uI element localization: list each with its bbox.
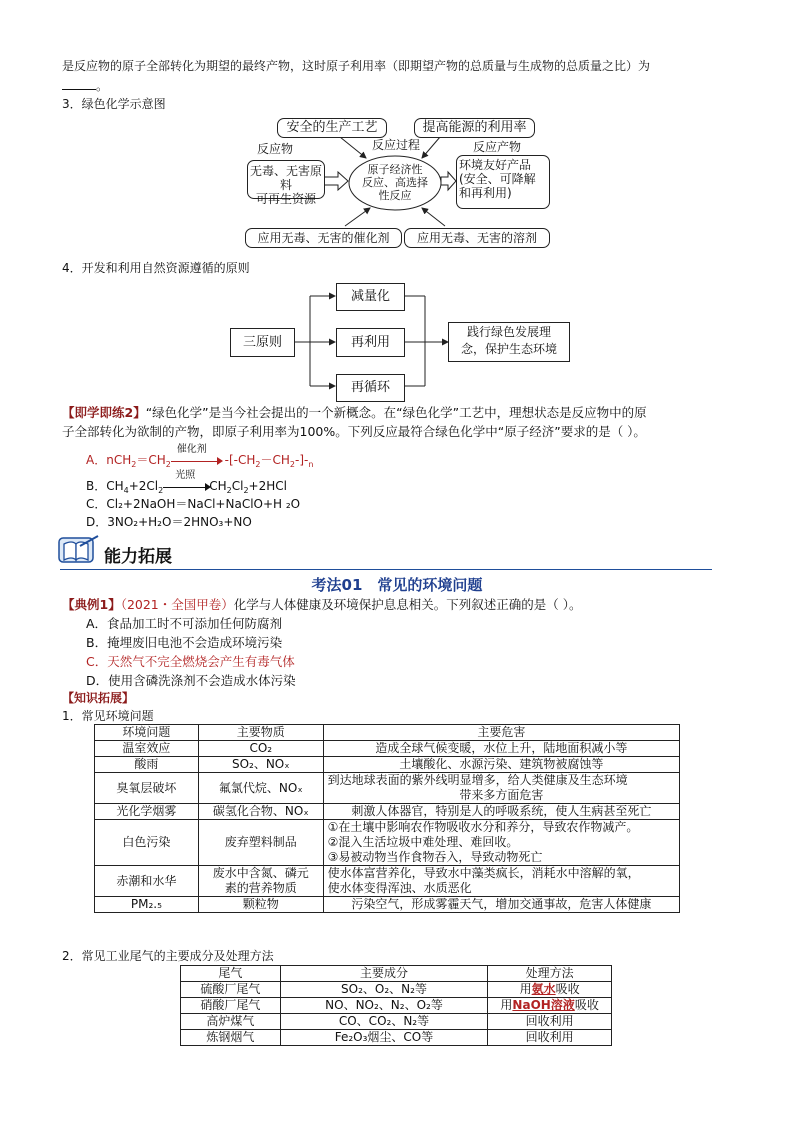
highlight-answer: NaOH溶液 xyxy=(512,998,575,1012)
practice2-line2: 子全部转化为欲制的产物，即原子利用率为100%。下列反应最符合绿色化学中“原子经济”要求的是（ ）。 xyxy=(62,424,646,439)
table1-heading: 1．常见环境问题 xyxy=(62,709,154,723)
table-row xyxy=(95,804,680,820)
option-a: A．$nCH_2=CH_2$ 催化剂 $-[-CH_2-CH_2-]-_n$ xyxy=(86,443,314,469)
table-cell: 颗粒物 xyxy=(198,897,323,913)
table-row xyxy=(95,820,680,866)
table-row xyxy=(95,897,680,913)
knowledge-tag: 【知识拓展】 xyxy=(62,691,135,705)
treatment-cell: 用氨水吸收 xyxy=(488,982,612,998)
section3-heading: 3．绿色化学示意图 xyxy=(62,97,166,111)
safe-process-box: 安全的生产工艺 xyxy=(277,118,387,138)
green-development-box: 践行绿色发展理 念，保护生态环境 xyxy=(448,322,570,362)
table-header-cell: 处理方法 xyxy=(488,966,612,982)
three-principles-box: 三原则 xyxy=(230,328,295,357)
table-header-cell: 尾气 xyxy=(181,966,281,982)
example1-stem: 【典例1】（2021・全国甲卷）化学与人体健康及环境保护息息相关。下列叙述正确的是（ ）。 xyxy=(62,597,582,612)
highlight-answer: 氨水 xyxy=(531,982,556,996)
table2-heading: 2．常见工业尾气的主要成分及处理方法 xyxy=(62,949,274,963)
table-row xyxy=(181,1030,612,1046)
treatment-cell: 用NaOH溶液吸收 xyxy=(488,998,612,1014)
kaofa-title: 考法01 常见的环境问题 xyxy=(311,576,483,594)
recycle-box: 再循环 xyxy=(336,374,405,402)
reactant-box: 无毒、无害原料 可再生资源 xyxy=(247,160,325,199)
table-cell: 硫酸厂尾气 xyxy=(181,982,281,998)
table-cell: 使水体富营养化，导致水中藻类疯长，消耗水中溶解的氧， 使水体变得浑浊、水质恶化 xyxy=(323,866,679,897)
table-cell: 赤潮和水华 xyxy=(95,866,199,897)
table-cell: 光化学烟雾 xyxy=(95,804,199,820)
center-text: 原子经济性 反应、高选择 性反应 xyxy=(362,163,428,202)
energy-efficiency-box: 提高能源的利用率 xyxy=(414,118,535,138)
practice2-line1: 【即学即练2】“绿色化学”是当今社会提出的一个新概念。在“绿色化学”工艺中，理想状态是反应物中的原 xyxy=(62,405,647,420)
process-label: 反应过程 xyxy=(372,138,421,152)
table-cell: ①在土壤中影响农作物吸收水分和养分，导致农作物减产。 ②混入生活垃圾中难处理、难回收。 ③易被动物当作食物吞入，导致动物死亡 xyxy=(323,820,679,866)
tail-gas-table xyxy=(180,965,612,1046)
table-cell: 污染空气，形成雾霾天气，增加交通事故，危害人体健康 xyxy=(323,897,679,913)
table-cell: 高炉煤气 xyxy=(181,1014,281,1030)
option-c: C．Cl₂+2NaOH＝NaCl+NaClO+H ₂O xyxy=(86,497,301,511)
treatment-cell: 回收利用 xyxy=(488,1030,612,1046)
table-cell: 酸雨 xyxy=(95,757,199,773)
table-header-row xyxy=(95,725,680,741)
table-row xyxy=(95,866,680,897)
table-cell: 刺激人体器官，特别是人的呼吸系统，使人生病甚至死亡 xyxy=(323,804,679,820)
table-cell: NO、NO₂、N₂、O₂等 xyxy=(280,998,487,1014)
table-cell: CO、CO₂、N₂等 xyxy=(280,1014,487,1030)
reuse-box: 再利用 xyxy=(336,328,405,357)
option-b: B．$CH_4+2Cl_2$ 光照 $CH_2Cl_2+2HCl$ xyxy=(86,469,287,495)
table-row xyxy=(95,773,680,804)
product-label: 反应产物 xyxy=(473,140,522,154)
example1-option-a: A．食品加工时不可添加任何防腐剂 xyxy=(86,616,283,631)
option-d: D．3NO₂+H₂O＝2HNO₃+NO xyxy=(86,515,252,529)
reduce-box: 减量化 xyxy=(336,283,405,311)
banner-divider xyxy=(60,569,712,570)
table-cell: 土壤酸化、水源污染、建筑物被腐蚀等 xyxy=(323,757,679,773)
example1-option-c: C．天然气不完全燃烧会产生有毒气体 xyxy=(86,654,295,669)
table-cell: 氟氯代烷、NOₓ xyxy=(198,773,323,804)
catalyst-box: 应用无毒、无害的催化剂 xyxy=(245,228,402,248)
intro-blank-line: 。 xyxy=(62,78,108,94)
table-cell: 温室效应 xyxy=(95,741,199,757)
table-cell: Fe₂O₃烟尘、CO等 xyxy=(280,1030,487,1046)
table-row xyxy=(181,1014,612,1030)
table-cell: 臭氧层破坏 xyxy=(95,773,199,804)
table-row xyxy=(181,998,612,1014)
table-row xyxy=(181,982,612,998)
table-cell: SO₂、O₂、N₂等 xyxy=(280,982,487,998)
environment-table xyxy=(94,724,680,913)
table-row xyxy=(95,741,680,757)
example1-option-d: D．使用含磷洗涤剂不会造成水体污染 xyxy=(86,673,296,688)
intro-line: 是反应物的原子全部转化为期望的最终产物，这时原子利用率（即期望产物的总质量与生成物的总质量之比）为 xyxy=(62,59,651,73)
table-header-cell: 主要物质 xyxy=(198,725,323,741)
principles-arrows xyxy=(0,0,794,420)
table-cell: 废弃塑料制品 xyxy=(198,820,323,866)
solvent-box: 应用无毒、无害的溶剂 xyxy=(404,228,550,248)
book-icon xyxy=(58,534,100,568)
table-cell: 造成全球气候变暖，水位上升，陆地面积减小等 xyxy=(323,741,679,757)
treatment-cell: 回收利用 xyxy=(488,1014,612,1030)
table-cell: CO₂ xyxy=(198,741,323,757)
table-header-row xyxy=(181,966,612,982)
table-row xyxy=(95,757,680,773)
table-cell: 白色污染 xyxy=(95,820,199,866)
table-cell: 碳氢化合物、NOₓ xyxy=(198,804,323,820)
reactant-label: 反应物 xyxy=(257,142,294,156)
table-cell: SO₂、NOₓ xyxy=(198,757,323,773)
product-box: 环境友好产品 (安全、可降解 和再利用) xyxy=(456,155,550,209)
table-cell: 废水中含氮、磷元 素的营养物质 xyxy=(198,866,323,897)
table-cell: 炼钢烟气 xyxy=(181,1030,281,1046)
banner-title: 能力拓展 xyxy=(104,547,172,567)
table-header-cell: 主要成分 xyxy=(280,966,487,982)
example1-option-b: B．掩埋废旧电池不会造成环境污染 xyxy=(86,635,283,650)
table-cell: 硝酸厂尾气 xyxy=(181,998,281,1014)
section4-heading: 4．开发和利用自然资源遵循的原则 xyxy=(62,261,250,275)
table-header-cell: 主要危害 xyxy=(323,725,679,741)
table-cell: PM₂.₅ xyxy=(95,897,199,913)
table-header-cell: 环境问题 xyxy=(95,725,199,741)
table-cell: 到达地球表面的紫外线明显增多，给人类健康及生态环境 带来多方面危害 xyxy=(323,773,679,804)
